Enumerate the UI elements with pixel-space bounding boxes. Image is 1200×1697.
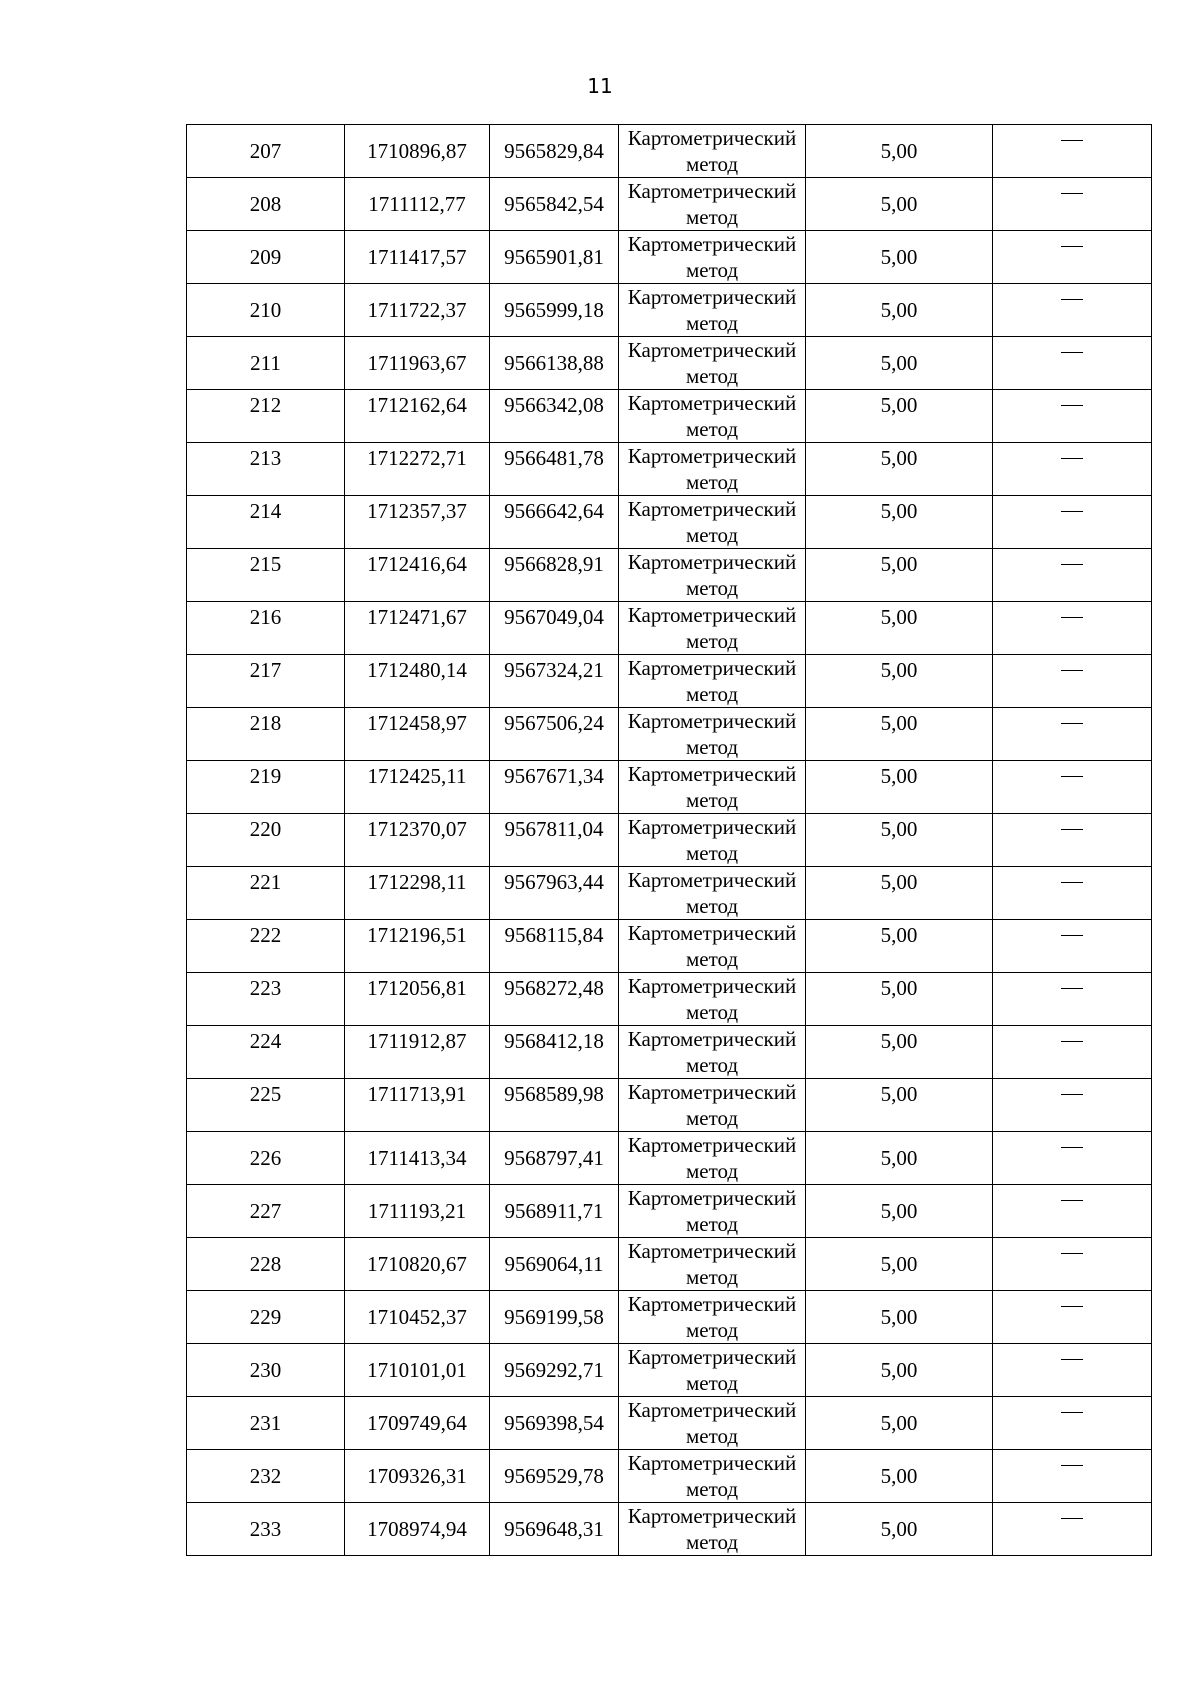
- dash-icon: [1061, 935, 1083, 936]
- dash-icon: [1061, 1200, 1083, 1201]
- method-line-1: Картометрический: [627, 1027, 797, 1051]
- dash-icon: [1061, 1359, 1083, 1360]
- method-line-2: метод: [685, 417, 739, 441]
- empty-value-cell: [993, 1291, 1152, 1344]
- empty-value-cell: [993, 1503, 1152, 1556]
- method-cell: [619, 973, 806, 1026]
- x-coordinate-cell: 1712162,64: [345, 390, 490, 443]
- x-coordinate-cell: 1709326,31: [345, 1450, 490, 1503]
- table-row: [187, 125, 1152, 178]
- method-line-1: Картометрический: [627, 444, 797, 468]
- empty-value-cell: [993, 549, 1152, 602]
- point-number-cell: 216: [187, 602, 345, 655]
- coordinates-table: [186, 124, 1152, 1556]
- accuracy-cell: 5,00: [806, 1291, 993, 1344]
- method-cell: [619, 602, 806, 655]
- y-coordinate-cell: 9569648,31: [490, 1503, 619, 1556]
- method-line-2: метод: [685, 682, 739, 706]
- empty-value-cell: [993, 443, 1152, 496]
- method-line-2: метод: [685, 1000, 739, 1024]
- dash-icon: [1061, 829, 1083, 830]
- table-row: [187, 761, 1152, 814]
- dash-icon: [1061, 882, 1083, 883]
- table-row: [187, 1238, 1152, 1291]
- method-cell: [619, 1185, 806, 1238]
- accuracy-cell: 5,00: [806, 1503, 993, 1556]
- x-coordinate-cell: 1710452,37: [345, 1291, 490, 1344]
- x-coordinate-cell: 1711713,91: [345, 1079, 490, 1132]
- table-row: [187, 1185, 1152, 1238]
- point-number-cell: 226: [187, 1132, 345, 1185]
- dash-icon: [1061, 511, 1083, 512]
- method-line-1: Картометрический: [627, 179, 797, 203]
- table-row: [187, 1079, 1152, 1132]
- y-coordinate-cell: 9565901,81: [490, 231, 619, 284]
- dash-icon: [1061, 246, 1083, 247]
- table-row: [187, 1026, 1152, 1079]
- accuracy-cell: 5,00: [806, 602, 993, 655]
- empty-value-cell: [993, 496, 1152, 549]
- method-cell: [619, 178, 806, 231]
- point-number-cell: 233: [187, 1503, 345, 1556]
- y-coordinate-cell: 9569292,71: [490, 1344, 619, 1397]
- method-line-2: метод: [685, 1530, 739, 1554]
- method-line-1: Картометрический: [627, 709, 797, 733]
- dash-icon: [1061, 1306, 1083, 1307]
- y-coordinate-cell: 9566342,08: [490, 390, 619, 443]
- method-cell: [619, 920, 806, 973]
- method-line-1: Картометрический: [627, 974, 797, 998]
- y-coordinate-cell: 9569064,11: [490, 1238, 619, 1291]
- method-cell: [619, 814, 806, 867]
- accuracy-cell: 5,00: [806, 390, 993, 443]
- method-line-1: Картометрический: [627, 1345, 797, 1369]
- accuracy-cell: 5,00: [806, 496, 993, 549]
- empty-value-cell: [993, 231, 1152, 284]
- method-cell: [619, 390, 806, 443]
- point-number-cell: 222: [187, 920, 345, 973]
- x-coordinate-cell: 1712458,97: [345, 708, 490, 761]
- y-coordinate-cell: 9568412,18: [490, 1026, 619, 1079]
- x-coordinate-cell: 1708974,94: [345, 1503, 490, 1556]
- table-row: [187, 337, 1152, 390]
- dash-icon: [1061, 299, 1083, 300]
- y-coordinate-cell: 9566828,91: [490, 549, 619, 602]
- x-coordinate-cell: 1709749,64: [345, 1397, 490, 1450]
- method-line-1: Картометрический: [627, 1398, 797, 1422]
- empty-value-cell: [993, 1238, 1152, 1291]
- method-line-1: Картометрический: [627, 338, 797, 362]
- method-line-1: Картометрический: [627, 1239, 797, 1263]
- accuracy-cell: 5,00: [806, 867, 993, 920]
- method-cell: [619, 1397, 806, 1450]
- table-row: [187, 284, 1152, 337]
- table-row: [187, 1450, 1152, 1503]
- point-number-cell: 221: [187, 867, 345, 920]
- table-row: [187, 1344, 1152, 1397]
- dash-icon: [1061, 1412, 1083, 1413]
- method-line-1: Картометрический: [627, 1133, 797, 1157]
- x-coordinate-cell: 1711112,77: [345, 178, 490, 231]
- method-line-1: Картометрический: [627, 815, 797, 839]
- method-line-2: метод: [685, 1265, 739, 1289]
- method-line-2: метод: [685, 947, 739, 971]
- x-coordinate-cell: 1711417,57: [345, 231, 490, 284]
- method-line-1: Картометрический: [627, 1451, 797, 1475]
- dash-icon: [1061, 1253, 1083, 1254]
- method-line-2: метод: [685, 1053, 739, 1077]
- method-line-2: метод: [685, 1318, 739, 1342]
- x-coordinate-cell: 1710896,87: [345, 125, 490, 178]
- accuracy-cell: 5,00: [806, 549, 993, 602]
- dash-icon: [1061, 988, 1083, 989]
- point-number-cell: 227: [187, 1185, 345, 1238]
- method-cell: [619, 1450, 806, 1503]
- accuracy-cell: 5,00: [806, 655, 993, 708]
- method-line-2: метод: [685, 576, 739, 600]
- accuracy-cell: 5,00: [806, 920, 993, 973]
- method-line-1: Картометрический: [627, 921, 797, 945]
- table-row: [187, 1132, 1152, 1185]
- empty-value-cell: [993, 1397, 1152, 1450]
- empty-value-cell: [993, 708, 1152, 761]
- method-line-2: метод: [685, 364, 739, 388]
- point-number-cell: 224: [187, 1026, 345, 1079]
- y-coordinate-cell: 9568272,48: [490, 973, 619, 1026]
- accuracy-cell: 5,00: [806, 973, 993, 1026]
- accuracy-cell: 5,00: [806, 761, 993, 814]
- x-coordinate-cell: 1712357,37: [345, 496, 490, 549]
- accuracy-cell: 5,00: [806, 1132, 993, 1185]
- method-line-2: метод: [685, 1424, 739, 1448]
- table-row: [187, 178, 1152, 231]
- y-coordinate-cell: 9567963,44: [490, 867, 619, 920]
- table-row: [187, 496, 1152, 549]
- empty-value-cell: [993, 1185, 1152, 1238]
- y-coordinate-cell: 9569199,58: [490, 1291, 619, 1344]
- method-cell: [619, 496, 806, 549]
- empty-value-cell: [993, 1450, 1152, 1503]
- dash-icon: [1061, 140, 1083, 141]
- accuracy-cell: 5,00: [806, 443, 993, 496]
- y-coordinate-cell: 9567324,21: [490, 655, 619, 708]
- point-number-cell: 208: [187, 178, 345, 231]
- point-number-cell: 207: [187, 125, 345, 178]
- point-number-cell: 230: [187, 1344, 345, 1397]
- empty-value-cell: [993, 867, 1152, 920]
- table-row: [187, 549, 1152, 602]
- empty-value-cell: [993, 1079, 1152, 1132]
- coordinates-table-body: [187, 125, 1152, 1556]
- empty-value-cell: [993, 390, 1152, 443]
- dash-icon: [1061, 670, 1083, 671]
- y-coordinate-cell: 9566481,78: [490, 443, 619, 496]
- point-number-cell: 215: [187, 549, 345, 602]
- method-cell: [619, 761, 806, 814]
- accuracy-cell: 5,00: [806, 1397, 993, 1450]
- x-coordinate-cell: 1711912,87: [345, 1026, 490, 1079]
- method-line-2: метод: [685, 841, 739, 865]
- empty-value-cell: [993, 655, 1152, 708]
- method-line-2: метод: [685, 1477, 739, 1501]
- table-row: [187, 602, 1152, 655]
- method-line-2: метод: [685, 258, 739, 282]
- point-number-cell: 209: [187, 231, 345, 284]
- accuracy-cell: 5,00: [806, 1238, 993, 1291]
- method-line-1: Картометрический: [627, 1292, 797, 1316]
- dash-icon: [1061, 458, 1083, 459]
- accuracy-cell: 5,00: [806, 231, 993, 284]
- point-number-cell: 218: [187, 708, 345, 761]
- dash-icon: [1061, 617, 1083, 618]
- x-coordinate-cell: 1711963,67: [345, 337, 490, 390]
- y-coordinate-cell: 9565999,18: [490, 284, 619, 337]
- accuracy-cell: 5,00: [806, 284, 993, 337]
- accuracy-cell: 5,00: [806, 1450, 993, 1503]
- dash-icon: [1061, 193, 1083, 194]
- empty-value-cell: [993, 284, 1152, 337]
- point-number-cell: 213: [187, 443, 345, 496]
- method-line-1: Картометрический: [627, 285, 797, 309]
- y-coordinate-cell: 9568911,71: [490, 1185, 619, 1238]
- method-cell: [619, 125, 806, 178]
- y-coordinate-cell: 9569529,78: [490, 1450, 619, 1503]
- empty-value-cell: [993, 1344, 1152, 1397]
- dash-icon: [1061, 1041, 1083, 1042]
- method-line-2: метод: [685, 788, 739, 812]
- method-line-1: Картометрический: [627, 1080, 797, 1104]
- method-line-2: метод: [685, 735, 739, 759]
- dash-icon: [1061, 1465, 1083, 1466]
- dash-icon: [1061, 776, 1083, 777]
- method-line-2: метод: [685, 523, 739, 547]
- method-line-1: Картометрический: [627, 656, 797, 680]
- table-row: [187, 920, 1152, 973]
- x-coordinate-cell: 1710820,67: [345, 1238, 490, 1291]
- point-number-cell: 220: [187, 814, 345, 867]
- x-coordinate-cell: 1711193,21: [345, 1185, 490, 1238]
- x-coordinate-cell: 1712416,64: [345, 549, 490, 602]
- table-row: [187, 708, 1152, 761]
- method-cell: [619, 708, 806, 761]
- method-cell: [619, 655, 806, 708]
- x-coordinate-cell: 1712056,81: [345, 973, 490, 1026]
- point-number-cell: 229: [187, 1291, 345, 1344]
- point-number-cell: 212: [187, 390, 345, 443]
- table-row: [187, 1503, 1152, 1556]
- empty-value-cell: [993, 920, 1152, 973]
- method-cell: [619, 867, 806, 920]
- empty-value-cell: [993, 602, 1152, 655]
- accuracy-cell: 5,00: [806, 1079, 993, 1132]
- point-number-cell: 214: [187, 496, 345, 549]
- accuracy-cell: 5,00: [806, 337, 993, 390]
- y-coordinate-cell: 9565842,54: [490, 178, 619, 231]
- method-line-1: Картометрический: [627, 550, 797, 574]
- dash-icon: [1061, 1094, 1083, 1095]
- method-line-2: метод: [685, 894, 739, 918]
- x-coordinate-cell: 1712480,14: [345, 655, 490, 708]
- y-coordinate-cell: 9567811,04: [490, 814, 619, 867]
- method-cell: [619, 1503, 806, 1556]
- accuracy-cell: 5,00: [806, 125, 993, 178]
- x-coordinate-cell: 1712272,71: [345, 443, 490, 496]
- y-coordinate-cell: 9566642,64: [490, 496, 619, 549]
- accuracy-cell: 5,00: [806, 1344, 993, 1397]
- point-number-cell: 232: [187, 1450, 345, 1503]
- y-coordinate-cell: 9568589,98: [490, 1079, 619, 1132]
- point-number-cell: 225: [187, 1079, 345, 1132]
- empty-value-cell: [993, 973, 1152, 1026]
- table-row: [187, 814, 1152, 867]
- y-coordinate-cell: 9569398,54: [490, 1397, 619, 1450]
- method-line-1: Картометрический: [627, 391, 797, 415]
- dash-icon: [1061, 1518, 1083, 1519]
- empty-value-cell: [993, 814, 1152, 867]
- method-cell: [619, 1079, 806, 1132]
- empty-value-cell: [993, 1026, 1152, 1079]
- method-line-2: метод: [685, 470, 739, 494]
- method-line-1: Картометрический: [627, 1504, 797, 1528]
- method-cell: [619, 1026, 806, 1079]
- x-coordinate-cell: 1712425,11: [345, 761, 490, 814]
- x-coordinate-cell: 1712471,67: [345, 602, 490, 655]
- y-coordinate-cell: 9568115,84: [490, 920, 619, 973]
- empty-value-cell: [993, 1132, 1152, 1185]
- x-coordinate-cell: 1711413,34: [345, 1132, 490, 1185]
- accuracy-cell: 5,00: [806, 1185, 993, 1238]
- method-line-1: Картометрический: [627, 497, 797, 521]
- method-line-1: Картометрический: [627, 762, 797, 786]
- x-coordinate-cell: 1710101,01: [345, 1344, 490, 1397]
- method-line-1: Картометрический: [627, 868, 797, 892]
- x-coordinate-cell: 1711722,37: [345, 284, 490, 337]
- method-line-1: Картометрический: [627, 1186, 797, 1210]
- y-coordinate-cell: 9567049,04: [490, 602, 619, 655]
- table-row: [187, 867, 1152, 920]
- table-row: [187, 973, 1152, 1026]
- y-coordinate-cell: 9567506,24: [490, 708, 619, 761]
- method-line-2: метод: [685, 629, 739, 653]
- table-row: [187, 390, 1152, 443]
- table-row: [187, 443, 1152, 496]
- point-number-cell: 223: [187, 973, 345, 1026]
- x-coordinate-cell: 1712298,11: [345, 867, 490, 920]
- method-cell: [619, 1238, 806, 1291]
- method-line-2: метод: [685, 1371, 739, 1395]
- accuracy-cell: 5,00: [806, 1026, 993, 1079]
- method-line-2: метод: [685, 311, 739, 335]
- point-number-cell: 231: [187, 1397, 345, 1450]
- point-number-cell: 210: [187, 284, 345, 337]
- dash-icon: [1061, 352, 1083, 353]
- accuracy-cell: 5,00: [806, 708, 993, 761]
- method-line-1: Картометрический: [627, 126, 797, 150]
- point-number-cell: 219: [187, 761, 345, 814]
- table-row: [187, 231, 1152, 284]
- method-line-1: Картометрический: [627, 603, 797, 627]
- method-cell: [619, 337, 806, 390]
- y-coordinate-cell: 9566138,88: [490, 337, 619, 390]
- page-number: 11: [587, 74, 613, 98]
- empty-value-cell: [993, 337, 1152, 390]
- x-coordinate-cell: 1712196,51: [345, 920, 490, 973]
- table-row: [187, 1397, 1152, 1450]
- method-cell: [619, 231, 806, 284]
- method-cell: [619, 284, 806, 337]
- method-line-1: Картометрический: [627, 232, 797, 256]
- point-number-cell: 217: [187, 655, 345, 708]
- method-cell: [619, 1291, 806, 1344]
- method-line-2: метод: [685, 1106, 739, 1130]
- empty-value-cell: [993, 125, 1152, 178]
- empty-value-cell: [993, 178, 1152, 231]
- dash-icon: [1061, 405, 1083, 406]
- x-coordinate-cell: 1712370,07: [345, 814, 490, 867]
- table-row: [187, 655, 1152, 708]
- y-coordinate-cell: 9565829,84: [490, 125, 619, 178]
- y-coordinate-cell: 9567671,34: [490, 761, 619, 814]
- accuracy-cell: 5,00: [806, 814, 993, 867]
- method-cell: [619, 1132, 806, 1185]
- table-row: [187, 1291, 1152, 1344]
- y-coordinate-cell: 9568797,41: [490, 1132, 619, 1185]
- dash-icon: [1061, 723, 1083, 724]
- dash-icon: [1061, 1147, 1083, 1148]
- point-number-cell: 228: [187, 1238, 345, 1291]
- accuracy-cell: 5,00: [806, 178, 993, 231]
- method-cell: [619, 443, 806, 496]
- method-line-2: метод: [685, 152, 739, 176]
- dash-icon: [1061, 564, 1083, 565]
- method-cell: [619, 549, 806, 602]
- method-line-2: метод: [685, 1212, 739, 1236]
- point-number-cell: 211: [187, 337, 345, 390]
- method-line-2: метод: [685, 205, 739, 229]
- method-line-2: метод: [685, 1159, 739, 1183]
- empty-value-cell: [993, 761, 1152, 814]
- method-cell: [619, 1344, 806, 1397]
